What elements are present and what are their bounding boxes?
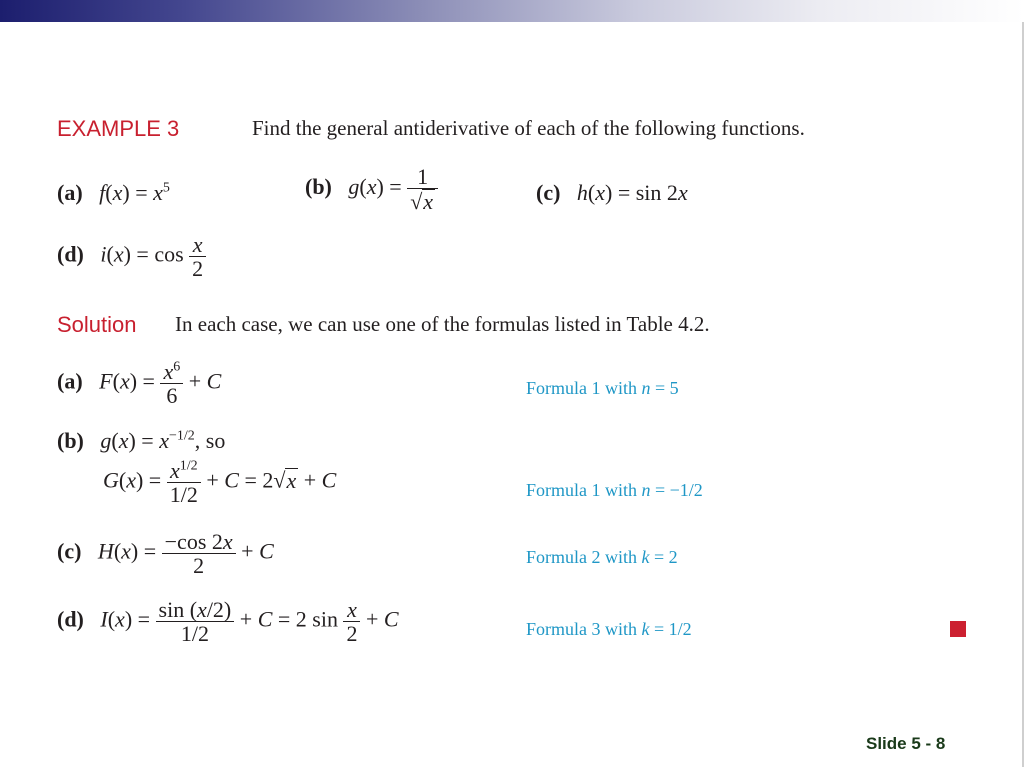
solution-b-line1: (b) $g(x) = x^{-1/2}$, so bbox=[57, 428, 226, 453]
end-of-solution-marker bbox=[950, 621, 966, 637]
solution-b-label: (b) bbox=[57, 428, 84, 453]
problem-d-fraction: $\frac{x}{2}$ bbox=[189, 233, 206, 280]
solution-c-fraction: $\frac{-\cos 2x}{2}$ bbox=[162, 530, 236, 577]
problem-c: (c) h(x) = sin 2x bbox=[536, 180, 688, 205]
example-heading: EXAMPLE 3 bbox=[57, 116, 180, 141]
solution-d: (d) I(x) = $\frac{\sin (x/2)}{1/2}$ + C = 2 sin $\frac{x}{2}$ + C bbox=[57, 597, 399, 647]
example-prompt: Find the general antiderivative of each of the following functions. bbox=[252, 116, 805, 140]
solution-d-fraction-2: $\frac{x}{2}$ bbox=[343, 598, 360, 645]
solution-b-so: , so bbox=[194, 428, 226, 453]
title-bar-gradient bbox=[0, 0, 1024, 22]
solution-c-note: Formula 2 with k = 2 bbox=[526, 547, 678, 567]
slide-number: Slide 5 - 8 bbox=[866, 734, 946, 753]
solution-a: (a) F(x) = $\frac{x^6}{6}$ + C bbox=[57, 359, 222, 409]
problem-b-fraction: $\frac{1}{√x}$ bbox=[407, 165, 438, 213]
solution-heading: Solution bbox=[57, 312, 137, 337]
problem-d-label: (d) bbox=[57, 241, 84, 267]
problem-b: (b) g(x) = $\frac{1}{√x}$ bbox=[305, 165, 438, 213]
solution-a-note: Formula 1 with n = 5 bbox=[526, 378, 679, 398]
problem-b-label: (b) bbox=[305, 174, 332, 200]
solution-d-fraction-1: $\frac{\sin (x/2)}{1/2}$ bbox=[156, 598, 235, 645]
solution-b-note: Formula 1 with n = −1/2 bbox=[526, 480, 703, 500]
problem-a-label: (a) bbox=[57, 180, 83, 205]
problem-c-label: (c) bbox=[536, 180, 561, 205]
problem-a: (a) $f(x) = x^5$ bbox=[57, 180, 170, 205]
solution-c-label: (c) bbox=[57, 538, 82, 564]
solution-c: (c) H(x) = $\frac{-\cos 2x}{2}$ + C bbox=[57, 529, 274, 579]
solution-b-line2: G(x) = $\frac{x^{1/2}}{1/2}$ + C = 2√x + C bbox=[103, 458, 337, 508]
solution-a-fraction: $\frac{x^6}{6}$ bbox=[160, 360, 183, 407]
solution-b-fraction: $\frac{x^{1/2}}{1/2}$ bbox=[167, 459, 201, 506]
solution-a-label: (a) bbox=[57, 368, 83, 394]
problem-d: (d) i(x) = cos $\frac{x}{2}$ bbox=[57, 233, 206, 280]
solution-d-label: (d) bbox=[57, 606, 84, 632]
solution-intro: In each case, we can use one of the formulas listed in Table 4.2. bbox=[175, 312, 710, 336]
solution-d-note: Formula 3 with k = 1/2 bbox=[526, 619, 692, 639]
